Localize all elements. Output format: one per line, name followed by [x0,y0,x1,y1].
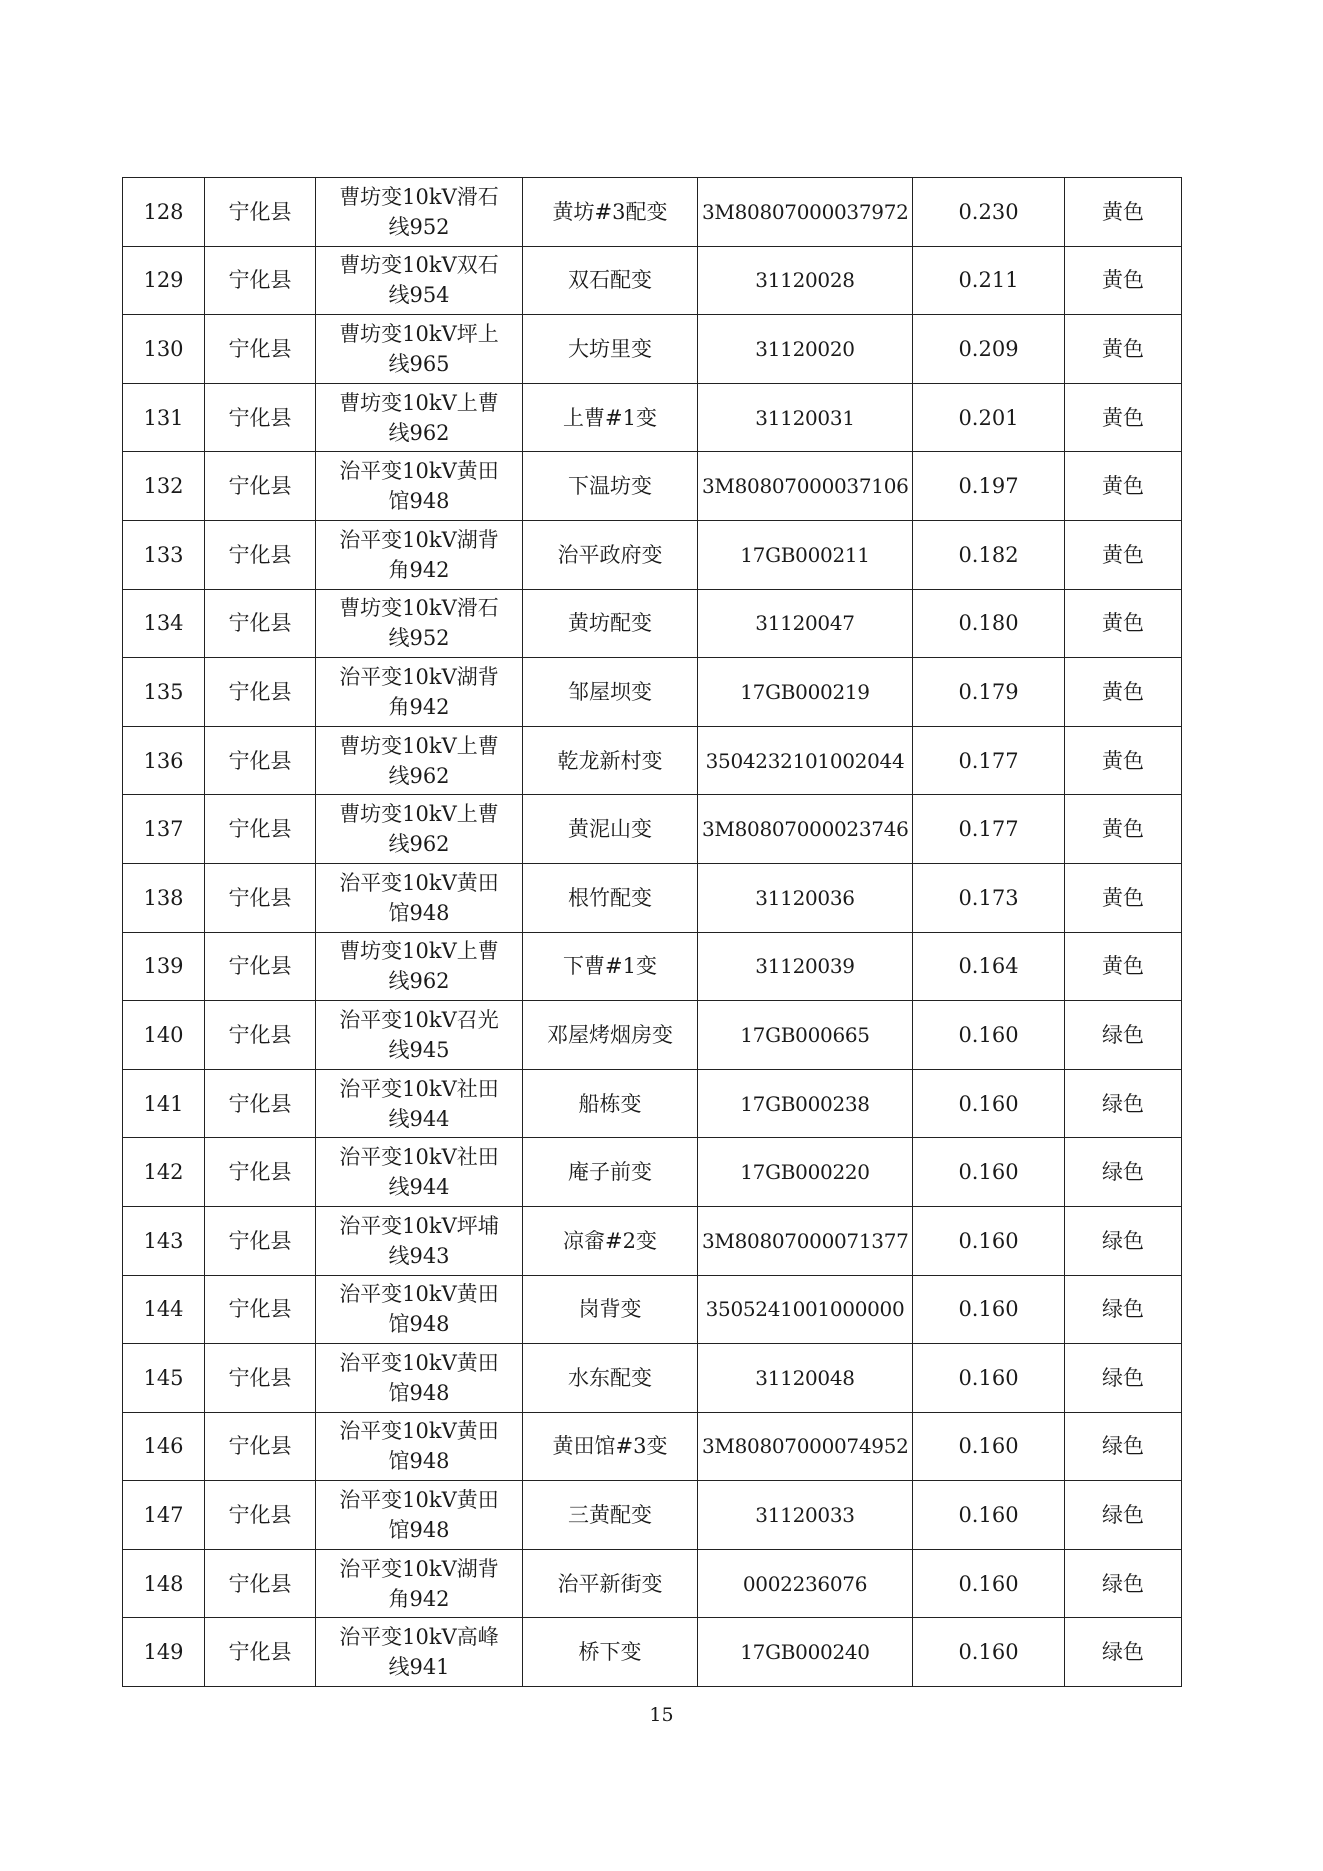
feeder-cell [316,178,523,247]
feeder-line: 线962 [388,832,450,857]
feeder-line: 治平变10kV湖背 [339,1556,499,1581]
level-cell: 绿色 [1065,1069,1182,1138]
transformer-name-cell: 桥下变 [523,1618,698,1687]
feeder-line: 线941 [388,1655,450,1680]
feeder-line: 曹坊变10kV上曹 [339,802,499,827]
table-row [123,1549,1182,1618]
value-cell: 0.160 [913,1618,1065,1687]
value-cell: 0.197 [913,452,1065,521]
row-number-cell: 143 [123,1206,205,1275]
device-code-cell: 31120047 [698,589,913,658]
feeder-line: 馆948 [388,489,450,514]
device-code-cell: 31120036 [698,863,913,932]
value-cell: 0.160 [913,1206,1065,1275]
feeder-line: 线943 [388,1243,450,1268]
feeder-line: 治平变10kV召光 [339,1007,499,1032]
row-number-cell: 137 [123,795,205,864]
device-code-cell: 17GB000211 [698,520,913,589]
transformer-name-cell: 邹屋坝变 [523,658,698,727]
county-cell: 宁化县 [205,383,316,452]
device-code-cell: 17GB000219 [698,658,913,727]
row-number-cell: 141 [123,1069,205,1138]
device-code-cell: 31120039 [698,932,913,1001]
table-row [123,589,1182,658]
value-cell: 0.160 [913,1412,1065,1481]
county-cell: 宁化县 [205,178,316,247]
feeder-line: 线952 [388,214,450,239]
row-number-cell: 145 [123,1344,205,1413]
feeder-cell [316,246,523,315]
feeder-line: 线965 [388,351,450,376]
level-cell: 绿色 [1065,1138,1182,1207]
value-cell: 0.177 [913,795,1065,864]
county-cell: 宁化县 [205,1549,316,1618]
transformer-name-cell: 黄泥山变 [523,795,698,864]
value-cell: 0.160 [913,1275,1065,1344]
row-number-cell: 131 [123,383,205,452]
feeder-cell [316,1138,523,1207]
device-code-cell: 31120048 [698,1344,913,1413]
device-code-cell: 3M80807000023746 [698,795,913,864]
row-number-cell: 140 [123,1001,205,1070]
feeder-cell [316,795,523,864]
table-row [123,383,1182,452]
feeder-line: 治平变10kV社田 [339,1076,499,1101]
level-cell: 黄色 [1065,520,1182,589]
feeder-cell [316,1549,523,1618]
feeder-cell [316,726,523,795]
level-cell: 黄色 [1065,589,1182,658]
transformer-name-cell: 黄坊配变 [523,589,698,658]
transformer-name-cell: 下温坊变 [523,452,698,521]
device-code-cell: 31120020 [698,315,913,384]
row-number-cell: 144 [123,1275,205,1344]
page-number: 15 [649,1704,674,1726]
feeder-line: 馆948 [388,1449,450,1474]
feeder-cell [316,589,523,658]
feeder-line: 治平变10kV黄田 [339,870,499,895]
table-row [123,658,1182,727]
level-cell: 绿色 [1065,1001,1182,1070]
device-code-cell: 3M80807000074952 [698,1412,913,1481]
table-body [123,178,1182,1687]
table-row [123,726,1182,795]
county-cell: 宁化县 [205,1138,316,1207]
table-row [123,452,1182,521]
level-cell: 黄色 [1065,795,1182,864]
transformer-name-cell: 庵子前变 [523,1138,698,1207]
feeder-line: 曹坊变10kV滑石 [339,596,499,621]
value-cell: 0.160 [913,1481,1065,1550]
feeder-cell [316,1618,523,1687]
county-cell: 宁化县 [205,520,316,589]
transformer-name-cell: 凉畲#2变 [523,1206,698,1275]
transformer-name-cell: 水东配变 [523,1344,698,1413]
transformer-name-cell: 岗背变 [523,1275,698,1344]
feeder-line: 治平变10kV黄田 [339,459,499,484]
device-code-cell: 17GB000220 [698,1138,913,1207]
county-cell: 宁化县 [205,1069,316,1138]
row-number-cell: 147 [123,1481,205,1550]
feeder-line: 治平变10kV湖背 [339,664,499,689]
county-cell: 宁化县 [205,863,316,932]
table-row [123,1618,1182,1687]
table-row [123,863,1182,932]
feeder-cell [316,1275,523,1344]
county-cell: 宁化县 [205,246,316,315]
device-code-cell: 17GB000238 [698,1069,913,1138]
feeder-line: 角942 [388,1586,450,1611]
feeder-line: 线962 [388,763,450,788]
feeder-line: 治平变10kV黄田 [339,1419,499,1444]
device-code-cell: 3M80807000037106 [698,452,913,521]
feeder-line: 治平变10kV高峰 [339,1625,499,1650]
value-cell: 0.209 [913,315,1065,384]
value-cell: 0.201 [913,383,1065,452]
table-row [123,1069,1182,1138]
level-cell: 绿色 [1065,1275,1182,1344]
feeder-line: 线962 [388,969,450,994]
feeder-line: 曹坊变10kV滑石 [339,184,499,209]
row-number-cell: 133 [123,520,205,589]
level-cell: 绿色 [1065,1344,1182,1413]
row-number-cell: 129 [123,246,205,315]
table-row [123,795,1182,864]
row-number-cell: 130 [123,315,205,384]
feeder-line: 治平变10kV黄田 [339,1282,499,1307]
feeder-line: 馆948 [388,1518,450,1543]
feeder-line: 线945 [388,1037,450,1062]
level-cell: 黄色 [1065,383,1182,452]
feeder-line: 角942 [388,694,450,719]
feeder-line: 馆948 [388,1312,450,1337]
county-cell: 宁化县 [205,1206,316,1275]
value-cell: 0.160 [913,1001,1065,1070]
county-cell: 宁化县 [205,1275,316,1344]
feeder-line: 角942 [388,557,450,582]
device-code-cell: 31120033 [698,1481,913,1550]
table-row [123,1412,1182,1481]
row-number-cell: 148 [123,1549,205,1618]
level-cell: 绿色 [1065,1412,1182,1481]
value-cell: 0.173 [913,863,1065,932]
value-cell: 0.160 [913,1549,1065,1618]
level-cell: 黄色 [1065,863,1182,932]
feeder-cell [316,1001,523,1070]
county-cell: 宁化县 [205,932,316,1001]
transformer-name-cell: 治平新街变 [523,1549,698,1618]
value-cell: 0.179 [913,658,1065,727]
transformer-name-cell: 治平政府变 [523,520,698,589]
value-cell: 0.211 [913,246,1065,315]
feeder-line: 线962 [388,420,450,445]
county-cell: 宁化县 [205,315,316,384]
table-row [123,178,1182,247]
level-cell: 黄色 [1065,726,1182,795]
transformer-name-cell: 根竹配变 [523,863,698,932]
table-row [123,1001,1182,1070]
county-cell: 宁化县 [205,589,316,658]
table-row [123,1138,1182,1207]
row-number-cell: 139 [123,932,205,1001]
feeder-cell [316,1344,523,1413]
feeder-cell [316,932,523,1001]
county-cell: 宁化县 [205,1344,316,1413]
feeder-cell [316,315,523,384]
value-cell: 0.230 [913,178,1065,247]
level-cell: 黄色 [1065,315,1182,384]
county-cell: 宁化县 [205,1412,316,1481]
value-cell: 0.160 [913,1138,1065,1207]
feeder-line: 治平变10kV黄田 [339,1350,499,1375]
value-cell: 0.182 [913,520,1065,589]
device-code-cell: 31120031 [698,383,913,452]
row-number-cell: 138 [123,863,205,932]
table-row [123,246,1182,315]
feeder-cell [316,520,523,589]
device-code-cell: 31120028 [698,246,913,315]
transformer-name-cell: 船栋变 [523,1069,698,1138]
row-number-cell: 146 [123,1412,205,1481]
row-number-cell: 132 [123,452,205,521]
county-cell: 宁化县 [205,1618,316,1687]
feeder-line: 线952 [388,626,450,651]
transformer-name-cell: 三黄配变 [523,1481,698,1550]
level-cell: 黄色 [1065,178,1182,247]
row-number-cell: 142 [123,1138,205,1207]
row-number-cell: 136 [123,726,205,795]
feeder-cell [316,452,523,521]
feeder-line: 线954 [388,283,450,308]
feeder-cell [316,863,523,932]
row-number-cell: 149 [123,1618,205,1687]
level-cell: 绿色 [1065,1618,1182,1687]
transformer-name-cell: 下曹#1变 [523,932,698,1001]
feeder-line: 馆948 [388,900,450,925]
level-cell: 绿色 [1065,1481,1182,1550]
value-cell: 0.177 [913,726,1065,795]
feeder-cell [316,1206,523,1275]
transformer-name-cell: 上曹#1变 [523,383,698,452]
table-row [123,1344,1182,1413]
county-cell: 宁化县 [205,658,316,727]
county-cell: 宁化县 [205,795,316,864]
transformer-name-cell: 黄坊#3配变 [523,178,698,247]
value-cell: 0.160 [913,1069,1065,1138]
county-cell: 宁化县 [205,1481,316,1550]
row-number-cell: 135 [123,658,205,727]
value-cell: 0.164 [913,932,1065,1001]
table-row [123,520,1182,589]
level-cell: 黄色 [1065,452,1182,521]
transformer-name-cell: 邓屋烤烟房变 [523,1001,698,1070]
feeder-cell [316,1481,523,1550]
row-number-cell: 134 [123,589,205,658]
transformer-name-cell: 黄田馆#3变 [523,1412,698,1481]
feeder-line: 治平变10kV社田 [339,1145,499,1170]
row-number-cell: 128 [123,178,205,247]
feeder-line: 曹坊变10kV上曹 [339,733,499,758]
feeder-cell [316,383,523,452]
level-cell: 黄色 [1065,658,1182,727]
device-code-cell: 0002236076 [698,1549,913,1618]
table-row [123,1481,1182,1550]
feeder-line: 治平变10kV湖背 [339,527,499,552]
transformer-name-cell: 双石配变 [523,246,698,315]
feeder-line: 馆948 [388,1380,450,1405]
feeder-line: 曹坊变10kV双石 [339,253,499,278]
feeder-line: 曹坊变10kV上曹 [339,939,499,964]
level-cell: 绿色 [1065,1549,1182,1618]
feeder-cell [316,1412,523,1481]
table-row [123,932,1182,1001]
data-table [122,177,1182,1687]
device-code-cell: 3505241001000000 [698,1275,913,1344]
table-row [123,315,1182,384]
table-row [123,1275,1182,1344]
feeder-line: 线944 [388,1106,450,1131]
feeder-line: 治平变10kV黄田 [339,1488,499,1513]
feeder-line: 曹坊变10kV上曹 [339,390,499,415]
level-cell: 绿色 [1065,1206,1182,1275]
level-cell: 黄色 [1065,246,1182,315]
county-cell: 宁化县 [205,1001,316,1070]
value-cell: 0.180 [913,589,1065,658]
table-row [123,1206,1182,1275]
feeder-line: 治平变10kV坪埔 [339,1213,499,1238]
county-cell: 宁化县 [205,726,316,795]
device-code-cell: 17GB000240 [698,1618,913,1687]
device-code-cell: 3504232101002044 [698,726,913,795]
transformer-name-cell: 乾龙新村变 [523,726,698,795]
county-cell: 宁化县 [205,452,316,521]
feeder-line: 曹坊变10kV坪上 [339,321,499,346]
feeder-line: 线944 [388,1175,450,1200]
level-cell: 黄色 [1065,932,1182,1001]
device-code-cell: 3M80807000037972 [698,178,913,247]
feeder-cell [316,658,523,727]
device-code-cell: 3M80807000071377 [698,1206,913,1275]
value-cell: 0.160 [913,1344,1065,1413]
device-code-cell: 17GB000665 [698,1001,913,1070]
transformer-name-cell: 大坊里变 [523,315,698,384]
feeder-cell [316,1069,523,1138]
